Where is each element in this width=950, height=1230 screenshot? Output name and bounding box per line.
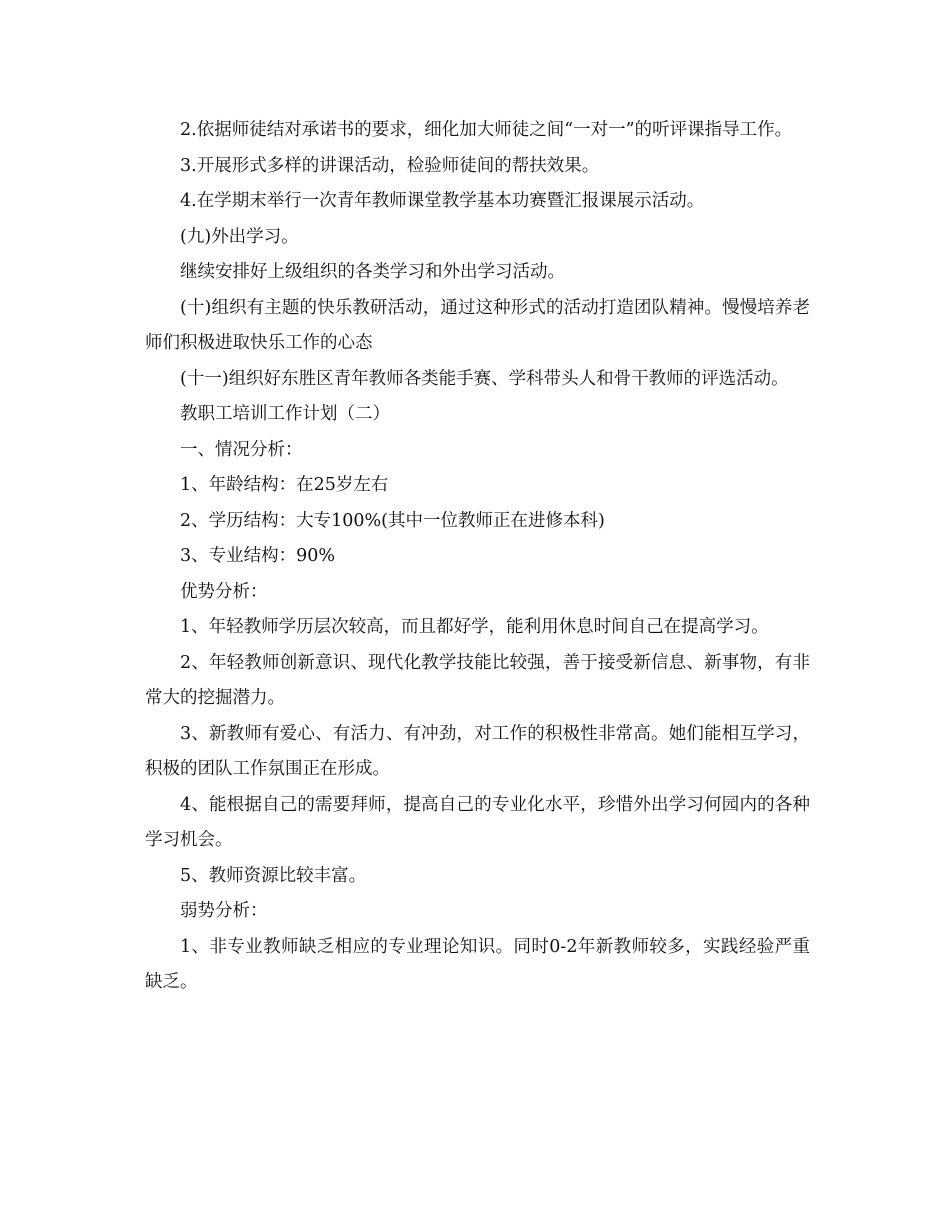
paragraph: (十一)组织好东胜区青年教师各类能手赛、学科带头人和骨干教师的评选活动。 (180, 368, 789, 389)
paragraph: 4、能根据自己的需要拜师，提高自己的专业化水平，珍惜外出学习何园内的各种学习机会。 (145, 794, 810, 850)
paragraph: 1、非专业教师缺乏相应的专业理论知识。同时0-2年新教师较多，实践经验严重缺乏。 (145, 936, 810, 992)
paragraph: 继续安排好上级组织的各类学习和外出学习活动。 (180, 262, 565, 282)
paragraph: 5、教师资源比较丰富。 (180, 865, 367, 886)
paragraph: 4.在学期末举行一次青年教师课堂教学基本功赛暨汇报课展示活动。 (180, 191, 705, 211)
section-heading: (九)外出学习。 (180, 226, 299, 247)
document-body (145, 113, 810, 1001)
paragraph: 2.依据师徒结对承诺书的要求，细化加大师徒之间“一对一”的听评课指导工作。 (180, 120, 793, 140)
section-heading: 优势分析： (180, 581, 268, 602)
paragraph: 2、年轻教师创新意识、现代化教学技能比较强，善于接受新信息、新事物，有非常大的挖掘潜力。 (145, 652, 810, 708)
paragraph: 3.开展形式多样的讲课活动，检验师徒间的帮扶效果。 (180, 155, 600, 176)
paragraph: (十)组织有主题的快乐教研活动，通过这种形式的活动打造团队精神。慢慢培养老师们积极进取快乐工作的心态 (145, 297, 810, 353)
section-heading: 一、情况分析： (180, 439, 303, 460)
paragraph: 1、年轻教师学历层次较高，而且都好学，能利用休息时间自己在提高学习。 (180, 617, 769, 637)
paragraph: 1、年龄结构：在25岁左右 (180, 475, 389, 495)
paragraph: 3、专业结构：90% (180, 546, 336, 566)
section-heading: 弱势分析： (180, 901, 268, 921)
document-title: 教职工培训工作计划（二） (180, 404, 390, 424)
paragraph: 2、学历结构：大专100%(其中一位教师正在进修本科) (180, 510, 605, 531)
paragraph: 3、新教师有爱心、有活力、有冲劲，对工作的积极性非常高。她们能相互学习，积极的团队工作氛围正在形成。 (145, 723, 810, 779)
